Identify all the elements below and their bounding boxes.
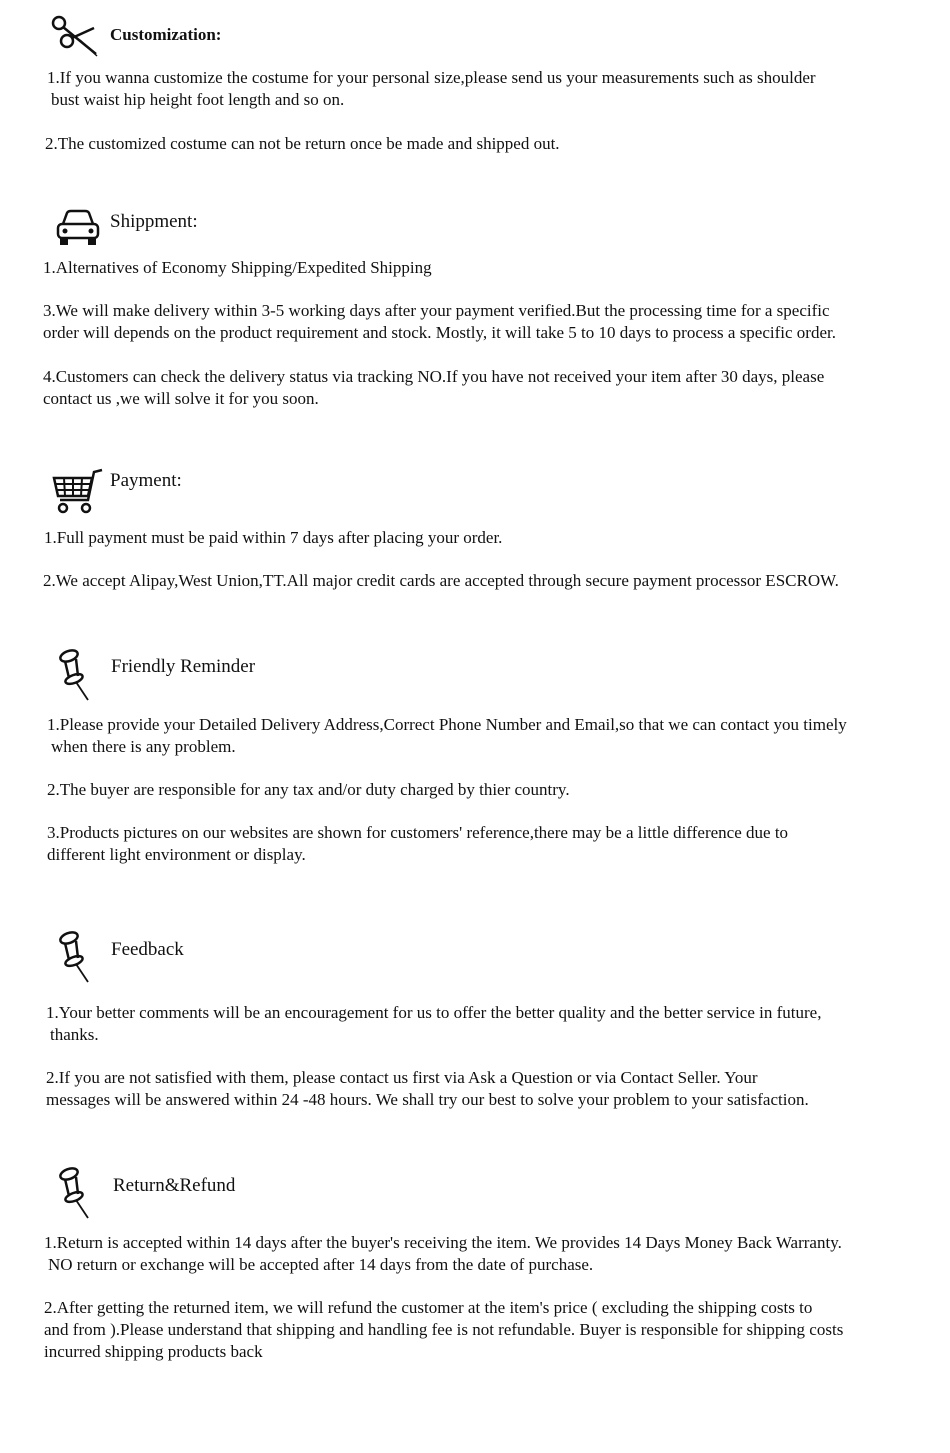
- paragraph: 2.We accept Alipay,West Union,TT.All major credit cards are accepted through secure payment processor ESCROW.: [43, 571, 839, 590]
- paragraph: 4.Customers can check the delivery status via tracking NO.If you have not received your item after 30 days, please contact us ,we will solve it for you soon.: [43, 367, 825, 408]
- paragraph: 3.We will make delivery within 3-5 working days after your payment verified.But the processing time for a specific order will depends on the product requirement and stock. Mostly, it will take 5 to 10 days to process a specific order.: [43, 301, 836, 342]
- paragraph: 2.If you are not satisfied with them, please contact us first via Ask a Question or via Contact Seller. Your messages will be answered within 24 -48 hours. We shall try our best to solve your problem to your satisfaction.: [46, 1068, 809, 1109]
- section-title-payment: Payment:: [110, 470, 182, 491]
- paragraph: 1.Return is accepted within 14 days after the buyer's receiving the item. We provides 14 Days Money Back Warranty. NO return or exchange will be accepted after 14 days from the date of purchase.: [44, 1233, 842, 1274]
- paragraph: 2.The buyer are responsible for any tax and/or duty charged by thier country.: [47, 780, 570, 799]
- section-title-friendly-reminder: Friendly Reminder: [111, 656, 256, 677]
- pushpin-icon: [56, 648, 94, 702]
- section-title-shippment: Shippment:: [110, 211, 198, 232]
- pushpin-icon: [56, 1166, 94, 1220]
- paragraph: 1.Full payment must be paid within 7 days after placing your order.: [44, 528, 503, 547]
- paragraph: 3.Products pictures on our websites are shown for customers' reference,there may be a little difference due to different light environment or display.: [47, 823, 789, 864]
- section-title-customization: Customization:: [110, 25, 222, 44]
- paragraph: 1.Please provide your Detailed Delivery Address,Correct Phone Number and Email,so that we can contact you timely when there is any problem.: [47, 715, 847, 756]
- scissors-icon: [50, 14, 100, 60]
- paragraph: 2.After getting the returned item, we will refund the customer at the item's price ( excluding the shipping costs to and from ).Please understand that shipping and handling fee is not refundable. Buyer is responsible for shipping costs incurred shipping products back: [44, 1298, 844, 1361]
- paragraph: 1.If you wanna customize the costume for your personal size,please send us your measurements such as shoulder bust waist hip height foot length and so on.: [47, 68, 816, 109]
- pushpin-icon: [56, 930, 94, 984]
- car-icon: [55, 208, 101, 248]
- section-title-return-refund: Return&Refund: [113, 1175, 236, 1196]
- paragraph: 1.Your better comments will be an encouragement for us to offer the better quality and the better service in future, thanks.: [46, 1003, 822, 1044]
- paragraph: 1.Alternatives of Economy Shipping/Expedited Shipping: [43, 258, 432, 277]
- paragraph: 2.The customized costume can not be return once be made and shipped out.: [45, 134, 560, 153]
- shopping-cart-icon: [50, 466, 104, 516]
- section-title-feedback: Feedback: [111, 939, 184, 960]
